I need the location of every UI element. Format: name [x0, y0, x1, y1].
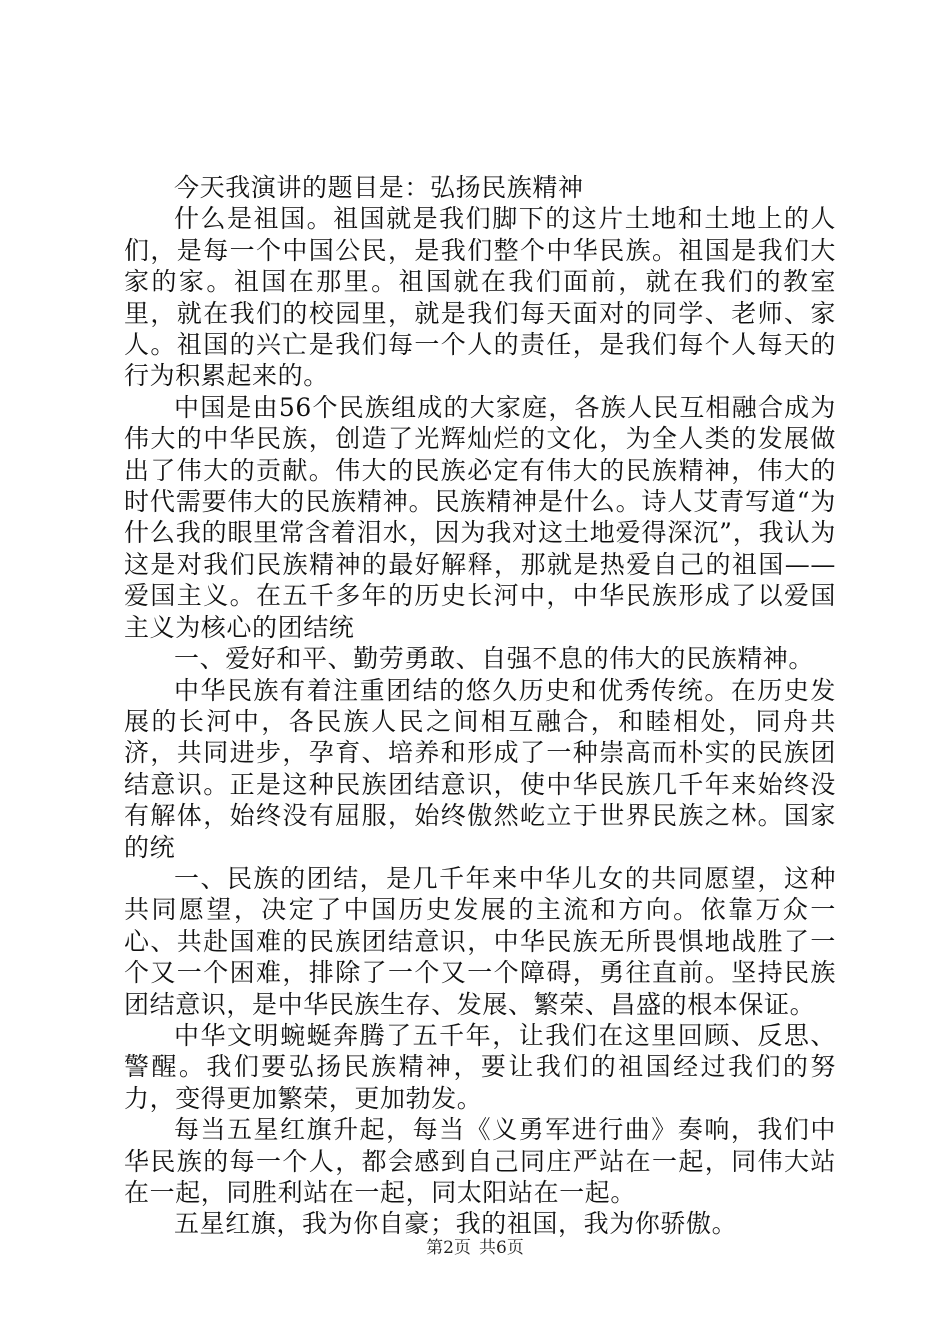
paragraph: 一、爱好和平、勤劳勇敢、自强不息的伟大的民族精神。 [174, 644, 815, 674]
paragraph: 中华文明蜿蜒奔腾了五千年，让我们在这里回顾、反思、警醒。我们要弘扬民族精神，要让我们的祖国经过我们的努力，变得更加繁荣，更加勃发。 [124, 1020, 836, 1113]
paragraph: 一、民族的团结，是几千年来中华儿女的共同愿望，这种共同愿望，决定了中国历史发展的主流和方向。依靠万众一心、共赴国难的民族团结意识，中华民族无所畏惧地战胜了一个又一个困难，排除了一个又一个障碍，勇往直前。坚持民族团结意识，是中华民族生存、发展、繁荣、昌盛的根本保证。 [124, 863, 836, 1019]
page-total: 共6页 [479, 1238, 524, 1258]
paragraph: 什么是祖国。祖国就是我们脚下的这片土地和土地上的人们，是每一个中国公民，是我们整个中华民族。祖国是我们大家的家。祖国在那里。祖国就在我们面前，就在我们的教室里，就在我们的校园里，就是我们每天面对的同学、老师、家人。祖国的兴亡是我们每一个人的责任，是我们每个人每天的行为积累起来的。 [124, 204, 836, 391]
paragraph: 中华民族有着注重团结的悠久历史和优秀传统。在历史发展的长河中，各民族人民之间相互融合，和睦相处，同舟共济，共同进步，孕育、培养和形成了一种崇高而朴实的民族团结意识。正是这种民族团结意识，使中华民族几千年来始终没有解体，始终没有屈服，始终傲然屹立于世界民族之林。国家的统 [124, 675, 836, 862]
paragraph: 五星红旗，我为你自豪；我的祖国，我为你骄傲。 [174, 1209, 738, 1239]
page-number: 第2页 [426, 1238, 471, 1258]
page-footer [0, 1236, 950, 1260]
document-body [124, 172, 836, 1240]
paragraph: 每当五星红旗升起，每当《义勇军进行曲》奏响，我们中华民族的每一个人，都会感到自己同庄严站在一起，同伟大站在一起，同胜利站在一起，同太阳站在一起。 [124, 1115, 836, 1207]
paragraph: 中国是由56个民族组成的大家庭，各族人民互相融合成为伟大的中华民族，创造了光辉灿烂的文化，为全人类的发展做出了伟大的贡献。伟大的民族必定有伟大的民族精神，伟大的时代需要伟大的民族精神。民族精神是什么。诗人艾青写道“为什么我的眼里常含着泪水，因为我对这土地爱得深沉”，我认为这是对我们民族精神的最好解释，那就是热爱自己的祖国——爱国主义。在五千多年的历史长河中，中华民族形成了以爱国主义为核心的团结统 [124, 392, 836, 642]
paragraph-title: 今天我演讲的题目是：弘扬民族精神 [174, 173, 584, 202]
